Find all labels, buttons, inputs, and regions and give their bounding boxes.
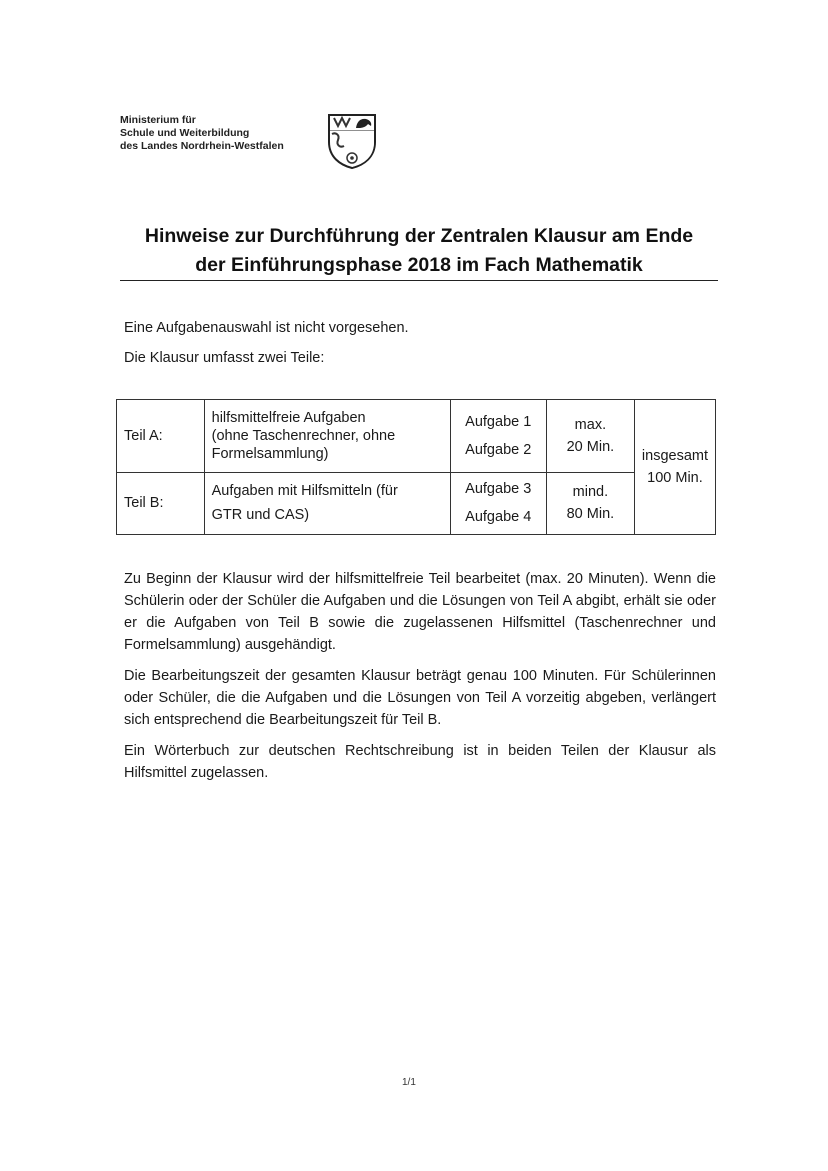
- page-number: 1/1: [402, 1077, 416, 1088]
- teil-a-description: [204, 400, 450, 473]
- task-label: Aufgabe 4: [465, 509, 532, 526]
- intro-parts-note: Die Klausur umfasst zwei Teile:: [124, 350, 325, 366]
- desc-line: GTR und CAS): [211, 507, 310, 524]
- total-line: 100 Min.: [647, 470, 703, 486]
- title-line-2: der Einführungsphase 2018 im Fach Mathematik: [195, 254, 643, 276]
- teil-b-tasks: [450, 472, 546, 534]
- task-label: Aufgabe 3: [465, 481, 532, 498]
- total-line: insgesamt: [641, 448, 708, 464]
- table-row-teil-a: [117, 400, 716, 473]
- paragraph: Ein Wörterbuch zur deutschen Rechtschreibung ist in beiden Teilen der Klausur als Hilfsmittel zugelassen.: [124, 743, 716, 781]
- desc-line: hilfsmittelfreie Aufgaben: [211, 409, 366, 426]
- exam-parts-table: [116, 399, 716, 535]
- title-divider: [120, 280, 718, 281]
- ministry-name: [120, 114, 284, 153]
- paragraph: Zu Beginn der Klausur wird der hilfsmittelfreie Teil bearbeitet (max. 20 Minuten). Wenn die Schülerin oder der Schüler die Aufgaben und die Lösungen von Teil A abgibt, erhält sie oder er die Aufgaben von Teil B sowie die zugelassenen Hilfsmittel (Taschenrechner und Formelsammlung) ausgehändigt.: [124, 571, 716, 653]
- total-time: [634, 400, 715, 535]
- time-line: 80 Min.: [566, 506, 615, 523]
- desc-line: (ohne Taschenrechner, ohne: [211, 427, 396, 444]
- teil-a-time: [546, 400, 634, 473]
- teil-b-time: [546, 472, 634, 534]
- table-row-teil-b: [117, 472, 716, 534]
- teil-b-label: Teil B:: [117, 472, 205, 534]
- time-line: 20 Min.: [566, 438, 615, 455]
- ministry-line: Schule und Weiterbildung: [120, 127, 250, 139]
- intro-selection-note: Eine Aufgabenauswahl ist nicht vorgesehen.: [124, 320, 409, 336]
- teil-a-tasks: [450, 400, 546, 473]
- desc-line: Formelsammlung): [211, 445, 329, 462]
- ministry-line: Ministerium für: [120, 114, 196, 126]
- teil-a-label: Teil A:: [117, 400, 205, 473]
- task-label: Aufgabe 1: [465, 413, 532, 430]
- title-line-1: Hinweise zur Durchführung der Zentralen Klausur am Ende: [144, 225, 694, 247]
- time-line: max.: [574, 416, 607, 433]
- nrw-coat-of-arms-icon: [326, 112, 378, 170]
- time-line: mind.: [572, 484, 609, 501]
- desc-line: Aufgaben mit Hilfsmitteln (für: [211, 483, 398, 500]
- page-title: [120, 222, 718, 280]
- paragraph: Die Bearbeitungszeit der gesamten Klausur beträgt genau 100 Minuten. Für Schülerinnen oder Schüler, die die Aufgaben und die Lösungen von Teil A vorzeitig abgeben, verlängert sich entsprechend die Bearbeitungszeit für Teil B.: [124, 668, 716, 728]
- task-label: Aufgabe 2: [465, 441, 532, 458]
- instructions-body: [124, 568, 716, 793]
- teil-b-description: [204, 472, 450, 534]
- ministry-line: des Landes Nordrhein-Westfalen: [120, 140, 284, 152]
